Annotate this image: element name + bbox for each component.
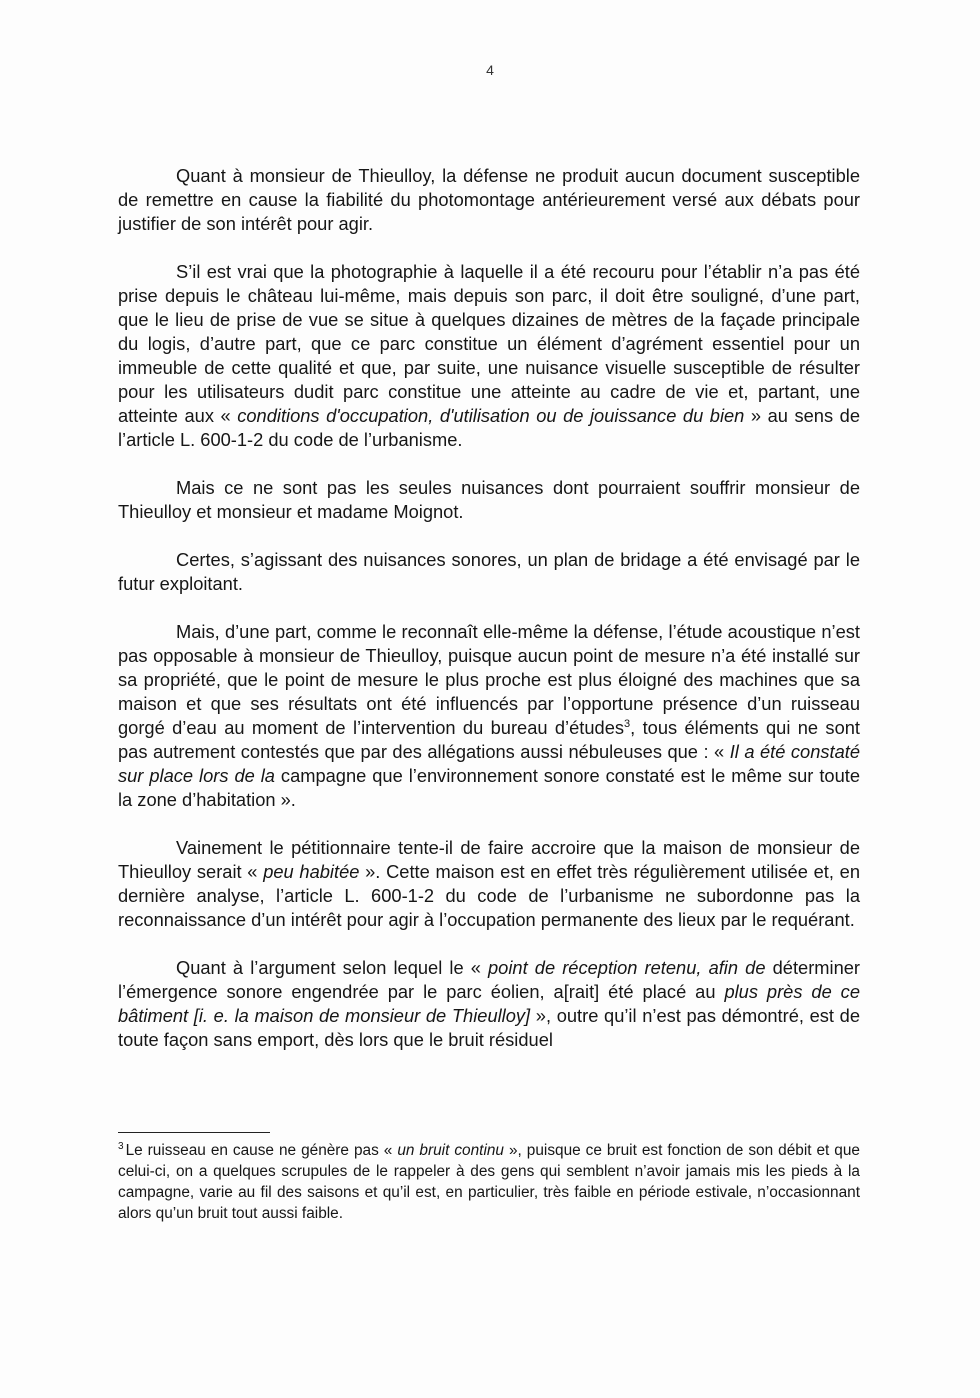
- italic-quote: point de réception retenu, afin de: [488, 957, 766, 978]
- text-segment: Mais, d’une part, comme le reconnaît elle-même la défense, l’étude acoustique n’est pas opposable à monsieur de Thieulloy, puisque aucun point de mesure n’a été installé sur sa propriété, que le point de mesure le plus proche est plus éloigné des machines que sa maison et que ses résultats ont été influencés par l’opportune présence d’un ruisseau gorgé d’eau au moment de l’intervention du bureau d’études: [118, 621, 860, 738]
- text-segment: », puisque ce bruit est fonction de son débit et que celui-ci, on a quelques scrupules de le rappeler à des gens qui semblent n’avoir jamais mis les pieds à la campagne, varie au fil des saisons et qu’il est, en particulier, très faible en période estivale, n’occasionnant alors qu’un bruit tout aussi faible.: [118, 1142, 860, 1222]
- italic-quote: Il a été constaté sur place lors de la: [118, 741, 860, 786]
- footnote-separator: [118, 1132, 270, 1133]
- text-segment: » au sens de l’article L. 600-1-2 du code de l’urbanisme.: [118, 405, 860, 450]
- body-text: [118, 164, 860, 1076]
- footnote-text: [118, 1142, 860, 1222]
- paragraph: [118, 836, 860, 932]
- italic-quote: peu habitée: [263, 861, 360, 882]
- italic-quote: un bruit continu: [397, 1142, 504, 1159]
- paragraph: [118, 164, 860, 236]
- text-segment: », outre qu’il n’est pas démontré, est de toute façon sans emport, dès lors que le bruit résiduel: [118, 1005, 860, 1050]
- text-segment: ». Cette maison est en effet très régulièrement utilisée et, en dernière analyse, l’article L. 600-1-2 du code de l’urbanisme ne subordonne pas la reconnaissance d’un intérêt pour agir à l’occupation permanente des lieux par le requérant.: [118, 861, 860, 930]
- paragraph: [118, 476, 860, 524]
- italic-quote: conditions d'occupation, d'utilisation ou de jouissance du bien: [237, 405, 745, 426]
- footnote: [118, 1140, 860, 1224]
- text-segment: déterminer l’émergence sonore engendrée par le parc éolien, a[rait] été placé au: [118, 957, 860, 1002]
- page-number: 4: [486, 62, 494, 78]
- text-segment: Quant à l’argument selon lequel le «: [176, 957, 489, 978]
- text-segment: Vainement le pétitionnaire tente-il de faire accroire que la maison de monsieur de Thieulloy serait «: [118, 837, 860, 882]
- paragraph: [118, 548, 860, 596]
- text-segment: Mais ce ne sont pas les seules nuisances dont pourraient souffrir monsieur de Thieulloy et monsieur et madame Moignot.: [118, 477, 860, 522]
- text-segment: Le ruisseau en cause ne génère pas «: [125, 1142, 398, 1159]
- text-segment: , tous éléments qui ne sont pas autrement contestés que par des allégations aussi nébuleuses que : «: [118, 717, 860, 762]
- italic-quote: plus près de ce bâtiment [i. e. la maison de monsieur de Thieulloy]: [118, 981, 860, 1026]
- paragraph: [118, 260, 860, 452]
- text-segment: Certes, s’agissant des nuisances sonores, un plan de bridage a été envisagé par le futur exploitant.: [118, 549, 860, 594]
- footnote-reference: 3: [624, 717, 631, 730]
- text-segment: Quant à monsieur de Thieulloy, la défense ne produit aucun document susceptible de remettre en cause la fiabilité du photomontage antérieurement versé aux débats pour justifier de son intérêt pour agir.: [118, 165, 860, 234]
- text-segment: S’il est vrai que la photographie à laquelle il a été recouru pour l’établir n’a pas été prise depuis le château lui-même, mais depuis son parc, il doit être souligné, d’une part, que le lieu de prise de vue se situe à quelques dizaines de mètres de la façade principale du logis, d’autre part, que ce parc constitue un élément d’agrément essentiel pour un immeuble de cette qualité et que, par suite, une nuisance visuelle susceptible de résulter pour les utilisateurs dudit parc constitue une atteinte au cadre de vie et, partant, une atteinte aux «: [118, 261, 860, 426]
- paragraph: [118, 956, 860, 1052]
- paragraph: [118, 620, 860, 812]
- footnote-marker: 3: [118, 1140, 124, 1152]
- text-segment: campagne que l’environnement sonore constaté est le même sur toute la zone d’habitation ».: [118, 765, 860, 810]
